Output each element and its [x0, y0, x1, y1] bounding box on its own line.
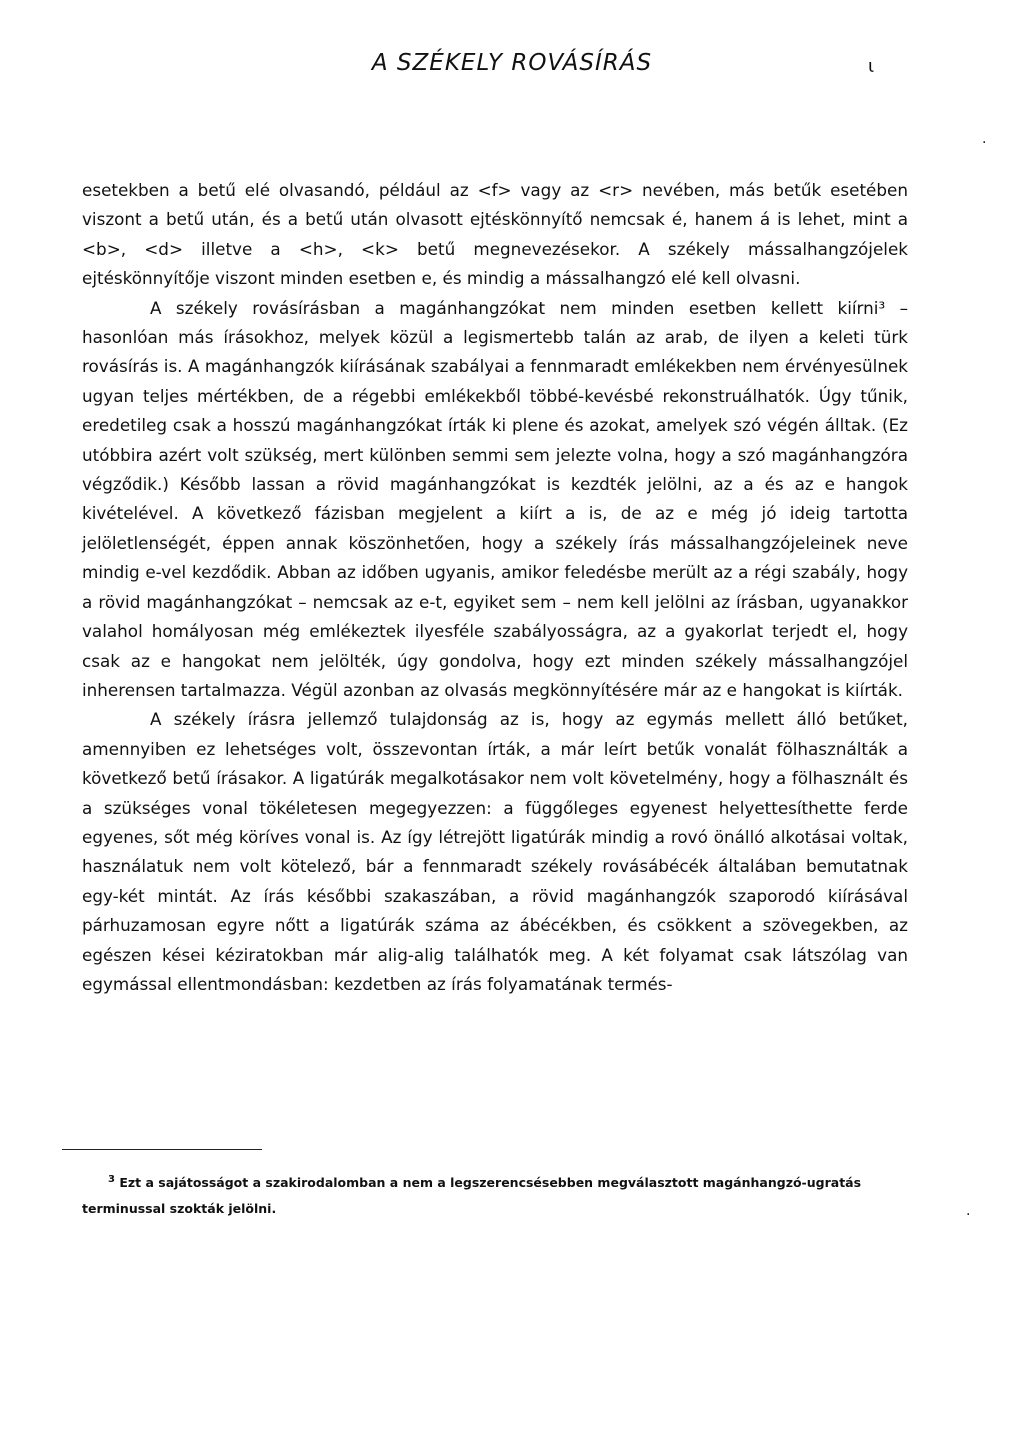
- footnote-rule: [62, 1149, 262, 1150]
- footnote: [82, 1167, 908, 1222]
- footnote-text: Ezt a sajátosságot a szakirodalomban a nem a legszerencsésebben megválasztott magánhangzó-ugratás terminussal szokták jelölni.: [82, 1175, 862, 1217]
- margin-mark-top-right: ι: [868, 56, 875, 77]
- paragraph-2: A székely rovásírásban a magánhangzókat nem minden esetben kellett kiírni³ – hasonlóan más írásokhoz, melyek közül a legismertebb talán az arab, de ilyen a keleti türk rovásírás is. A magánhangzók kiírásának szabályai a fennmaradt emlékekben nem érvényesülnek ugyan teljes mértékben, de a régebbi emlékekből többé-kevésbé rekonstruálhatók. Úgy tűnik, eredetileg csak a hosszú magánhangzókat írták ki plene és azokat, amelyek szó végén álltak. (Ez utóbbira azért volt szükség, mert különben semmi sem jelezte volna, hogy a szó magánhangzóra végződik.) Később lassan a rövid magánhangzókat is kezdték jelölni, az a és az e hangok kivételével. A következő fázisban megjelent a kiírt a is, de az e még jó ideig tartotta jelöletlenségét, éppen annak köszönhetően, hogy a székely írás mássalhangzójeleinek neve mindig e-vel kezdődik. Abban az időben ugyanis, amikor feledésbe merült az a régi szabály, hogy a rövid magánhangzókat – nemcsak az e-t, egyiket sem – nem kell jelölni az írásban, ugyanakkor valahol homályosan még emlékeztek ilyesféle szabályosságra, az a gyakorlat terjedt el, hogy csak az e hangokat nem jelölték, úgy gondolva, hogy ezt minden székely mássalhangzójel inherensen tartalmazza. Végül azonban az olvasás megkönnyítésére már az e hangokat is kiírták.: [82, 297, 908, 700]
- footnote-number: 3: [108, 1174, 115, 1185]
- margin-mark-right: ·: [982, 135, 987, 151]
- running-head: A SZÉKELY ROVÁSÍRÁS: [371, 50, 653, 76]
- margin-mark-lower-right: ·: [966, 1207, 971, 1223]
- paragraph-3: A székely írásra jellemző tulajdonság az is, hogy az egymás mellett álló betűket, amennyiben ez lehetséges volt, összevontan írták, a már leírt betűk vonalát fölhasználták a következő betű írásakor. A ligatúrák megalkotásakor nem volt követelmény, hogy a fölhasznált és a szükséges vonal tökéletesen megegyezzen: a függőleges egyenest helyettesíthette ferde egyenes, sőt még köríves vonal is. Az így létrejött ligatúrák mindig a rovó önálló alkotásai voltak, használatuk nem volt kötelező, bár a fennmaradt székely rovásábécék általában bemutatnak egy-két mintát. Az írás későbbi szakaszában, a rövid magánhangzók szaporodó kiírásával párhuzamosan egyre nőtt a ligatúrák száma az ábécékben, és csökkent a szövegekben, az egészen kései kéziratokban már alig-alig találhatók meg. A két folyamat csak látszólag van egymással ellentmondásban: kezdetben az írás folyamatának termés-: [82, 709, 908, 994]
- body-text: [82, 176, 908, 999]
- paragraph-1: esetekben a betű elé olvasandó, például az <f> vagy az <r> nevében, más betűk esetében viszont a betű után, és a betű után olvasott ejtéskönnyítő nemcsak é, hanem á is lehet, mint a <b>, <d> illetve a <h>, <k> betű megnevezésekor. A székely mássalhangzójelek ejtéskönnyítője viszont minden esetben e, és mindig a mássalhangzó elé kell olvasni.: [82, 180, 908, 289]
